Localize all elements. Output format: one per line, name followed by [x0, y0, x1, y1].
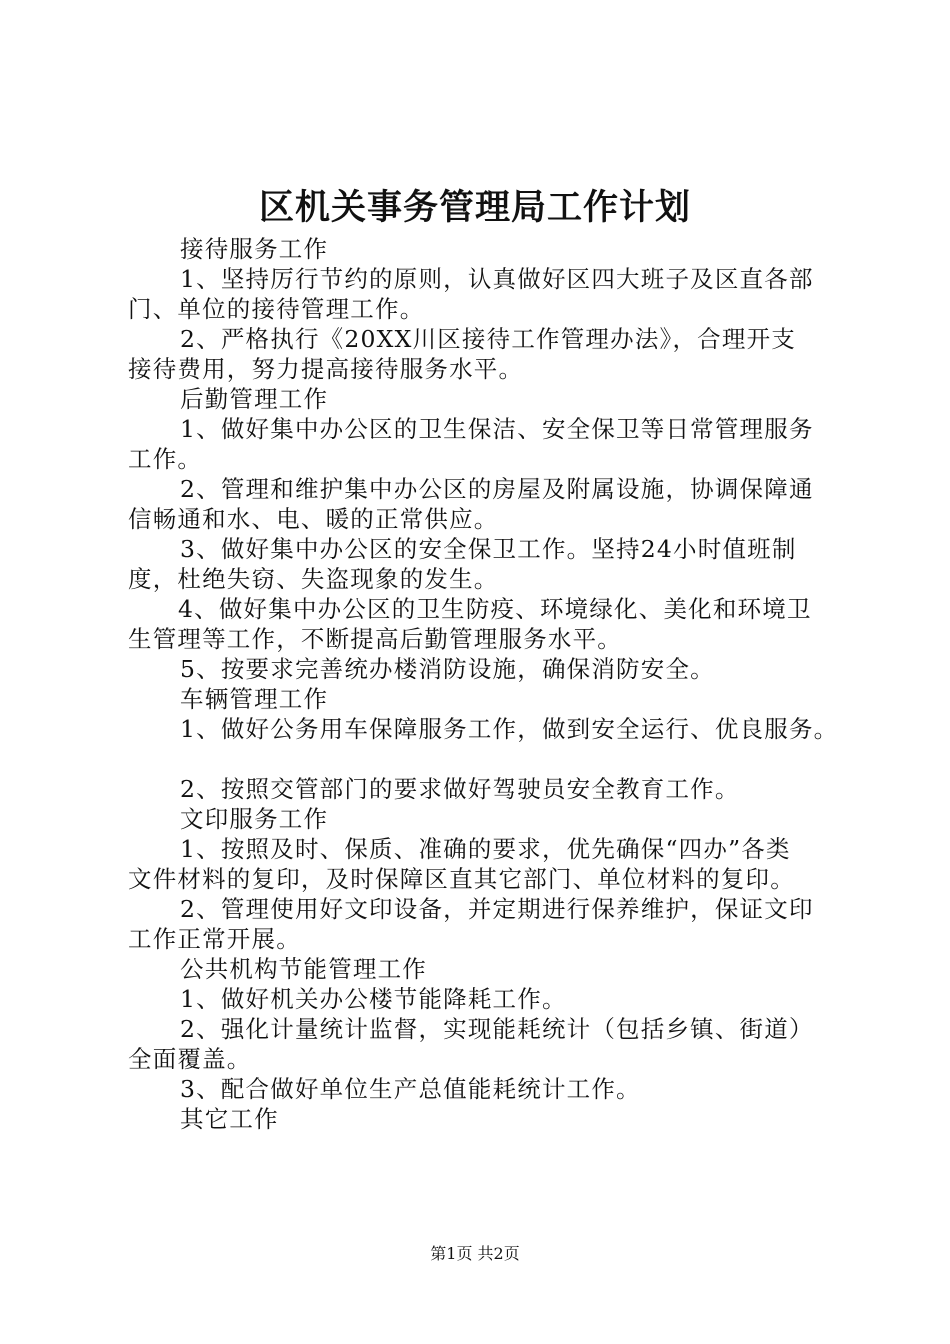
paragraph-line: 3、做好集中办公区的安全保卫工作。坚持24小时值班制 — [180, 535, 797, 563]
paragraph-line: 2、强化计量统计监督，实现能耗统计（包括乡镇、街道） — [180, 1015, 814, 1043]
document-body — [128, 234, 838, 1134]
paragraph-line: 信畅通和水、电、暖的正常供应。 — [128, 505, 499, 533]
blank-line — [128, 744, 838, 774]
paragraph-line: 1、按照及时、保质、准确的要求，优先确保“四办”各类 — [180, 835, 791, 863]
paragraph-line: 5、按要求完善统办楼消防设施，确保消防安全。 — [180, 655, 715, 683]
paragraph-line: 工作。 — [128, 445, 203, 473]
section-heading: 文印服务工作 — [180, 805, 329, 833]
paragraph-line: 1、坚持厉行节约的原则，认真做好区四大班子及区直各部 — [180, 265, 814, 293]
paragraph-line: 1、做好机关办公楼节能降耗工作。 — [180, 985, 567, 1013]
paragraph-line: 门、单位的接待管理工作。 — [128, 295, 425, 323]
paragraph-line: 2、按照交管部门的要求做好驾驶员安全教育工作。 — [180, 775, 740, 803]
document-title: 区机关事务管理局工作计划 — [258, 187, 691, 228]
paragraph-line: 全面覆盖。 — [128, 1045, 252, 1073]
paragraph-line: 文件材料的复印，及时保障区直其它部门、单位材料的复印。 — [128, 865, 795, 893]
paragraph-line: 2、严格执行《20XX川区接待工作管理办法》，合理开支 — [180, 325, 796, 353]
page-number-footer: 第1页 共2页 — [430, 1244, 520, 1263]
paragraph-line: 生管理等工作，不断提高后勤管理服务水平。 — [128, 625, 622, 653]
paragraph-line: 接待费用，努力提高接待服务水平。 — [128, 355, 524, 383]
paragraph-line: 度，杜绝失窃、失盗现象的发生。 — [128, 565, 499, 593]
paragraph-line: 1、做好集中办公区的卫生保洁、安全保卫等日常管理服务 — [180, 415, 814, 443]
section-heading: 车辆管理工作 — [180, 685, 329, 713]
paragraph-line: 2、管理使用好文印设备，并定期进行保养维护，保证文印 — [180, 895, 814, 923]
paragraph-line: 4、做好集中办公区的卫生防疫、环境绿化、美化和环境卫 — [178, 595, 812, 623]
section-heading: 其它工作 — [180, 1105, 279, 1133]
paragraph-line: 工作正常开展。 — [128, 925, 301, 953]
paragraph-line: 3、配合做好单位生产总值能耗统计工作。 — [180, 1075, 641, 1103]
paragraph-line: 2、管理和维护集中办公区的房屋及附属设施，协调保障通 — [180, 475, 814, 503]
section-heading: 接待服务工作 — [180, 235, 329, 263]
paragraph-line: 1、做好公务用车保障服务工作，做到安全运行、优良服务。 — [180, 715, 839, 743]
section-heading: 公共机构节能管理工作 — [180, 955, 427, 983]
section-heading: 后勤管理工作 — [180, 385, 329, 413]
